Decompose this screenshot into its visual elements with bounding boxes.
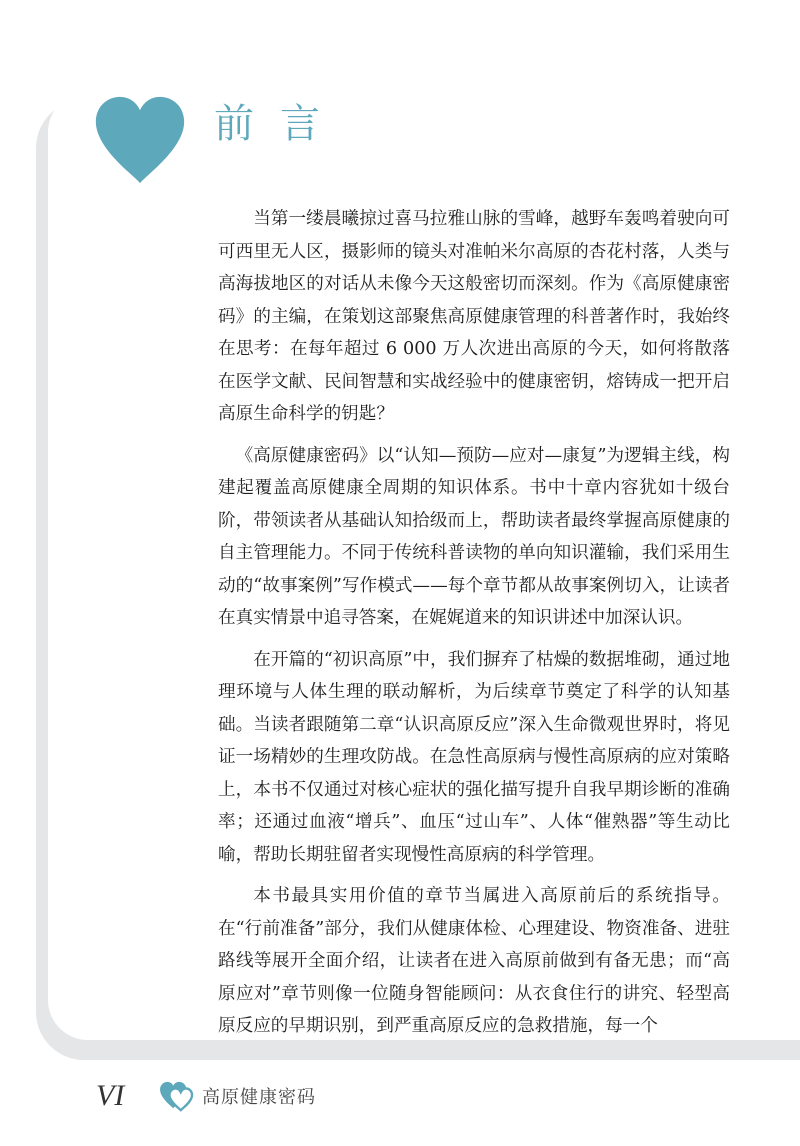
page-number: VI (96, 1079, 125, 1112)
preface-body (218, 203, 730, 1052)
page-title: 前言 (214, 101, 346, 147)
double-heart-icon (158, 1080, 196, 1112)
paragraph: 在开篇的“初识高原”中，我们摒弃了枯燥的数据堆砌，通过地理环境与人体生理的联动解析，为后续章节奠定了科学的认知基础。当读者跟随第二章“认识高原反应”深入生命微观世界时，将见证一场精妙的生理攻防战。在急性高原病与慢性高原病的应对策略上，本书不仅通过对核心症状的强化描写提升自我早期诊断的准确率；还通过血液“增兵”、血压“过山车”、人体“催熟器”等生动比喻，帮助长期驻留者实现慢性高原病的科学管理。 (218, 649, 730, 865)
paragraph: 本书最具实用价值的章节当属进入高原前后的系统指导。在“行前准备”部分，我们从健康体检、心理建设、物资准备、进驻路线等展开全面介绍，让读者在进入高原前做到有备无患；而“高原应对”章节则像一位随身智能顾问：从衣食住行的讲究、轻型高原反应的早期识别，到严重高原反应的急救措施，每一个 (218, 886, 730, 1036)
book-title: 高原健康密码 (202, 1087, 316, 1108)
paragraph: 《高原健康密码》以“认知—预防—应对—康复”为逻辑主线，构建起覆盖高原健康全周期的知识体系。书中十章内容犹如十级台阶，带领读者从基础认知拾级而上，帮助读者最终掌握高原健康的自主管理能力。不同于传统科普读物的单向知识灌输，我们采用生动的“故事案例”写作模式——每个章节都从故事案例切入，让读者在真实情景中追寻答案，在娓娓道来的知识讲述中加深认识。 (218, 445, 730, 628)
page-footer (96, 1074, 316, 1118)
heart-icon (92, 94, 188, 188)
paragraph: 当第一缕晨曦掠过喜马拉雅山脉的雪峰，越野车轰鸣着驶向可可西里无人区，摄影师的镜头对准帕米尔高原的杏花村落，人类与高海拔地区的对话从未像今天这般密切而深刻。作为《高原健康密码》的主编，在策划这部聚焦高原健康管理的科普著作时，我始终在思考：在每年超过 6 000 万人次进出高原的今天，如何将散落在医学文献、民间智慧和实战经验中的健康密钥，熔铸成一把开启高原生命科学的钥匙？ (218, 209, 730, 424)
